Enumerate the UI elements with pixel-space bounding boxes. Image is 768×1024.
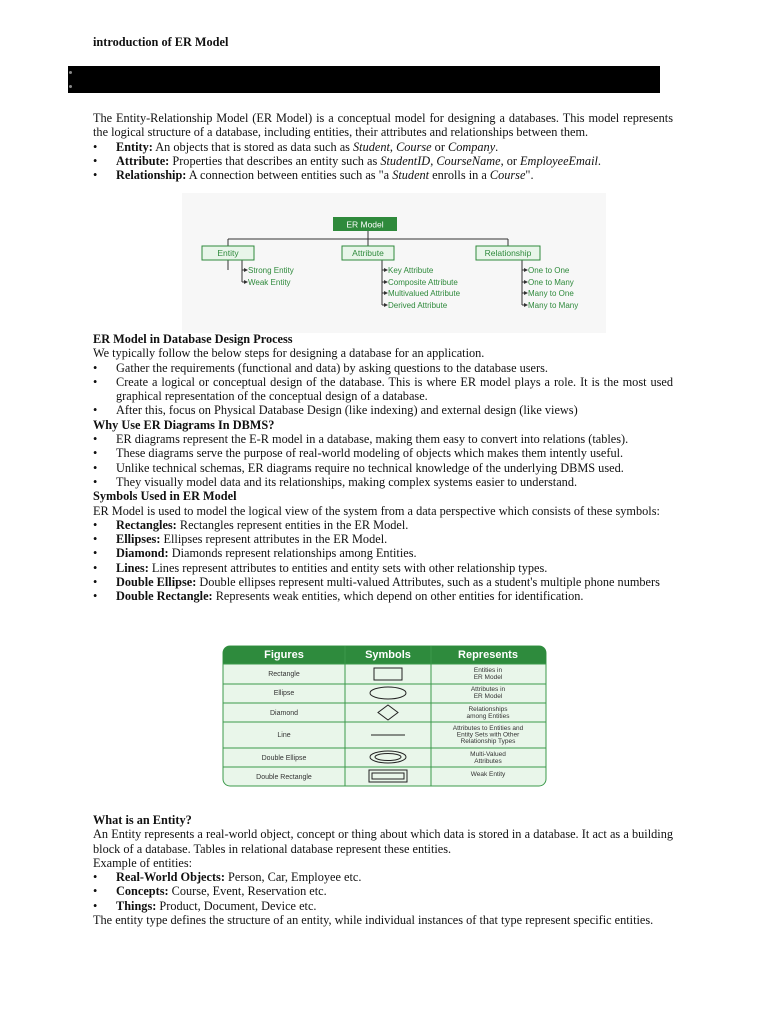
section-intro: ER Model is used to model the logical view of the system from a data perspective which consists of these symbols:: [93, 503, 660, 518]
list-item: • Lines: Lines represent attributes to entities and entity sets with other relationship types.: [93, 561, 673, 575]
bar-marker: [69, 71, 72, 74]
leaf-label: Derived Attribute: [388, 301, 448, 310]
list-item: • Attribute: Properties that describes an entity such as StudentID, CourseName, or EmployeeEmail.: [93, 154, 673, 168]
leaf-label: Many to One: [528, 289, 574, 298]
represents-text: among Entities: [466, 713, 510, 720]
list-item: • They visually model data and its relationships, making complex systems easier to understand.: [93, 475, 673, 489]
table-header: Figures: [264, 649, 304, 661]
section-heading: ER Model in Database Design Process: [93, 332, 293, 346]
leaf-label: Weak Entity: [248, 278, 291, 287]
leaf-label: Many to Many: [528, 301, 579, 310]
list-item: • Rectangles: Rectangles represent entities in the ER Model.: [93, 518, 673, 532]
list-item: • Relationship: A connection between entities such as "a Student enrolls in a Course".: [93, 168, 673, 182]
represents-text: Attributes to Entities and: [452, 725, 524, 732]
leaf-label: Strong Entity: [248, 266, 294, 275]
list-item: • Diamond: Diamonds represent relationships among Entities.: [93, 546, 673, 560]
list-item: • Create a logical or conceptual design of the database. This is where ER model plays a role. It is the most used graphical representation of the conceptual design of a database.: [93, 375, 673, 404]
leaf-label: Key Attribute: [388, 266, 434, 275]
symbols-table-figure: [222, 645, 547, 787]
section-heading: Why Use ER Diagrams In DBMS?: [93, 417, 275, 432]
list-item: • Double Rectangle: Represents weak entities, which depend on other entities for identification.: [93, 589, 673, 603]
leaf-label: Multivalued Attribute: [388, 289, 461, 298]
entity-section: [93, 813, 673, 927]
section-heading: What is an Entity?: [93, 813, 192, 827]
intro-section: [93, 111, 673, 182]
er-model-diagram: [182, 193, 606, 333]
list-item: • Unlike technical schemas, ER diagrams require no technical knowledge of the underlying DBMS used.: [93, 461, 673, 475]
branch-label-attribute: Attribute: [352, 248, 384, 258]
closing-paragraph: The entity type defines the structure of an entity, while individual instances of that type represent specific entities.: [93, 913, 654, 928]
represents-text: Attributes: [474, 758, 502, 765]
list-item: • Things: Product, Document, Device etc.: [93, 899, 673, 913]
list-item: • After this, focus on Physical Database Design (like indexing) and external design (like views): [93, 403, 673, 417]
why-use-list: [93, 432, 673, 489]
redaction-bar: [68, 66, 660, 93]
represents-text: Relationship Types: [460, 738, 516, 745]
bar-marker: [69, 85, 72, 88]
branch-label-entity: Entity: [217, 248, 239, 258]
represents-text: Entity Sets with Other: [456, 731, 520, 739]
figure-name: Diamond: [269, 710, 299, 717]
section-heading: Symbols Used in ER Model: [93, 489, 237, 504]
list-item: • ER diagrams represent the E-R model in a database, making them easy to convert into relations (tables).: [93, 432, 673, 446]
list-item: • Entity: An objects that is stored as data such as Student, Course or Company.: [93, 140, 673, 154]
represents-text: Weak Entity: [470, 771, 506, 778]
list-item: • Gather the requirements (functional and data) by asking questions to the database users.: [93, 361, 673, 375]
entity-examples-list: [93, 870, 673, 913]
represents-text: Entities in: [473, 667, 503, 674]
intro-paragraph: The Entity-Relationship Model (ER Model) is a conceptual model for designing a databases. This model represents the logical structure of a database, including entities, their attributes and relationships between them.: [93, 111, 673, 140]
represents-text: Multi-Valued: [470, 751, 506, 758]
example-label: Example of entities:: [93, 855, 193, 870]
design-process-section: [93, 332, 673, 604]
section-intro: We typically follow the below steps for designing a database for an application.: [93, 346, 485, 361]
figure-name: Ellipse: [273, 690, 295, 697]
list-item: • Ellipses: Ellipses represent attributes in the ER Model.: [93, 532, 673, 546]
leaf-label: One to One: [528, 266, 570, 275]
table-header: Symbols: [365, 649, 411, 661]
leaf-label: One to Many: [528, 278, 574, 287]
list-item: • Double Ellipse: Double ellipses represent multi-valued Attributes, such as a student's multiple phone numbers: [93, 575, 673, 589]
entity-paragraph: An Entity represents a real-world object, concept or thing about which data is stored in a database. It act as a building block of a database. Tables in relational database represent these entities.: [93, 827, 673, 856]
figure-name: Double Ellipse: [261, 755, 307, 762]
design-process-list: [93, 361, 673, 418]
figure-name: Line: [277, 732, 291, 739]
document-title: introduction of ER Model: [93, 35, 229, 49]
represents-text: ER Model: [473, 693, 503, 700]
list-item: • Concepts: Course, Event, Reservation etc.: [93, 884, 673, 898]
represents-text: Relationships: [468, 706, 508, 713]
figure-name: Double Rectangle: [256, 774, 312, 781]
branch-label-relationship: Relationship: [484, 248, 532, 258]
leaf-label: Composite Attribute: [388, 278, 458, 287]
er-root-label: ER Model: [346, 219, 384, 230]
list-item: • Real-World Objects: Person, Car, Employee etc.: [93, 870, 673, 884]
figure-name: Rectangle: [268, 671, 300, 678]
table-header: Represents: [458, 649, 518, 661]
represents-text: Attributes in: [470, 686, 506, 693]
symbols-list: [93, 518, 673, 604]
intro-list: [93, 140, 673, 183]
list-item: • These diagrams serve the purpose of real-world modeling of objects which makes them intently useful.: [93, 446, 673, 460]
represents-text: ER Model: [473, 674, 503, 681]
